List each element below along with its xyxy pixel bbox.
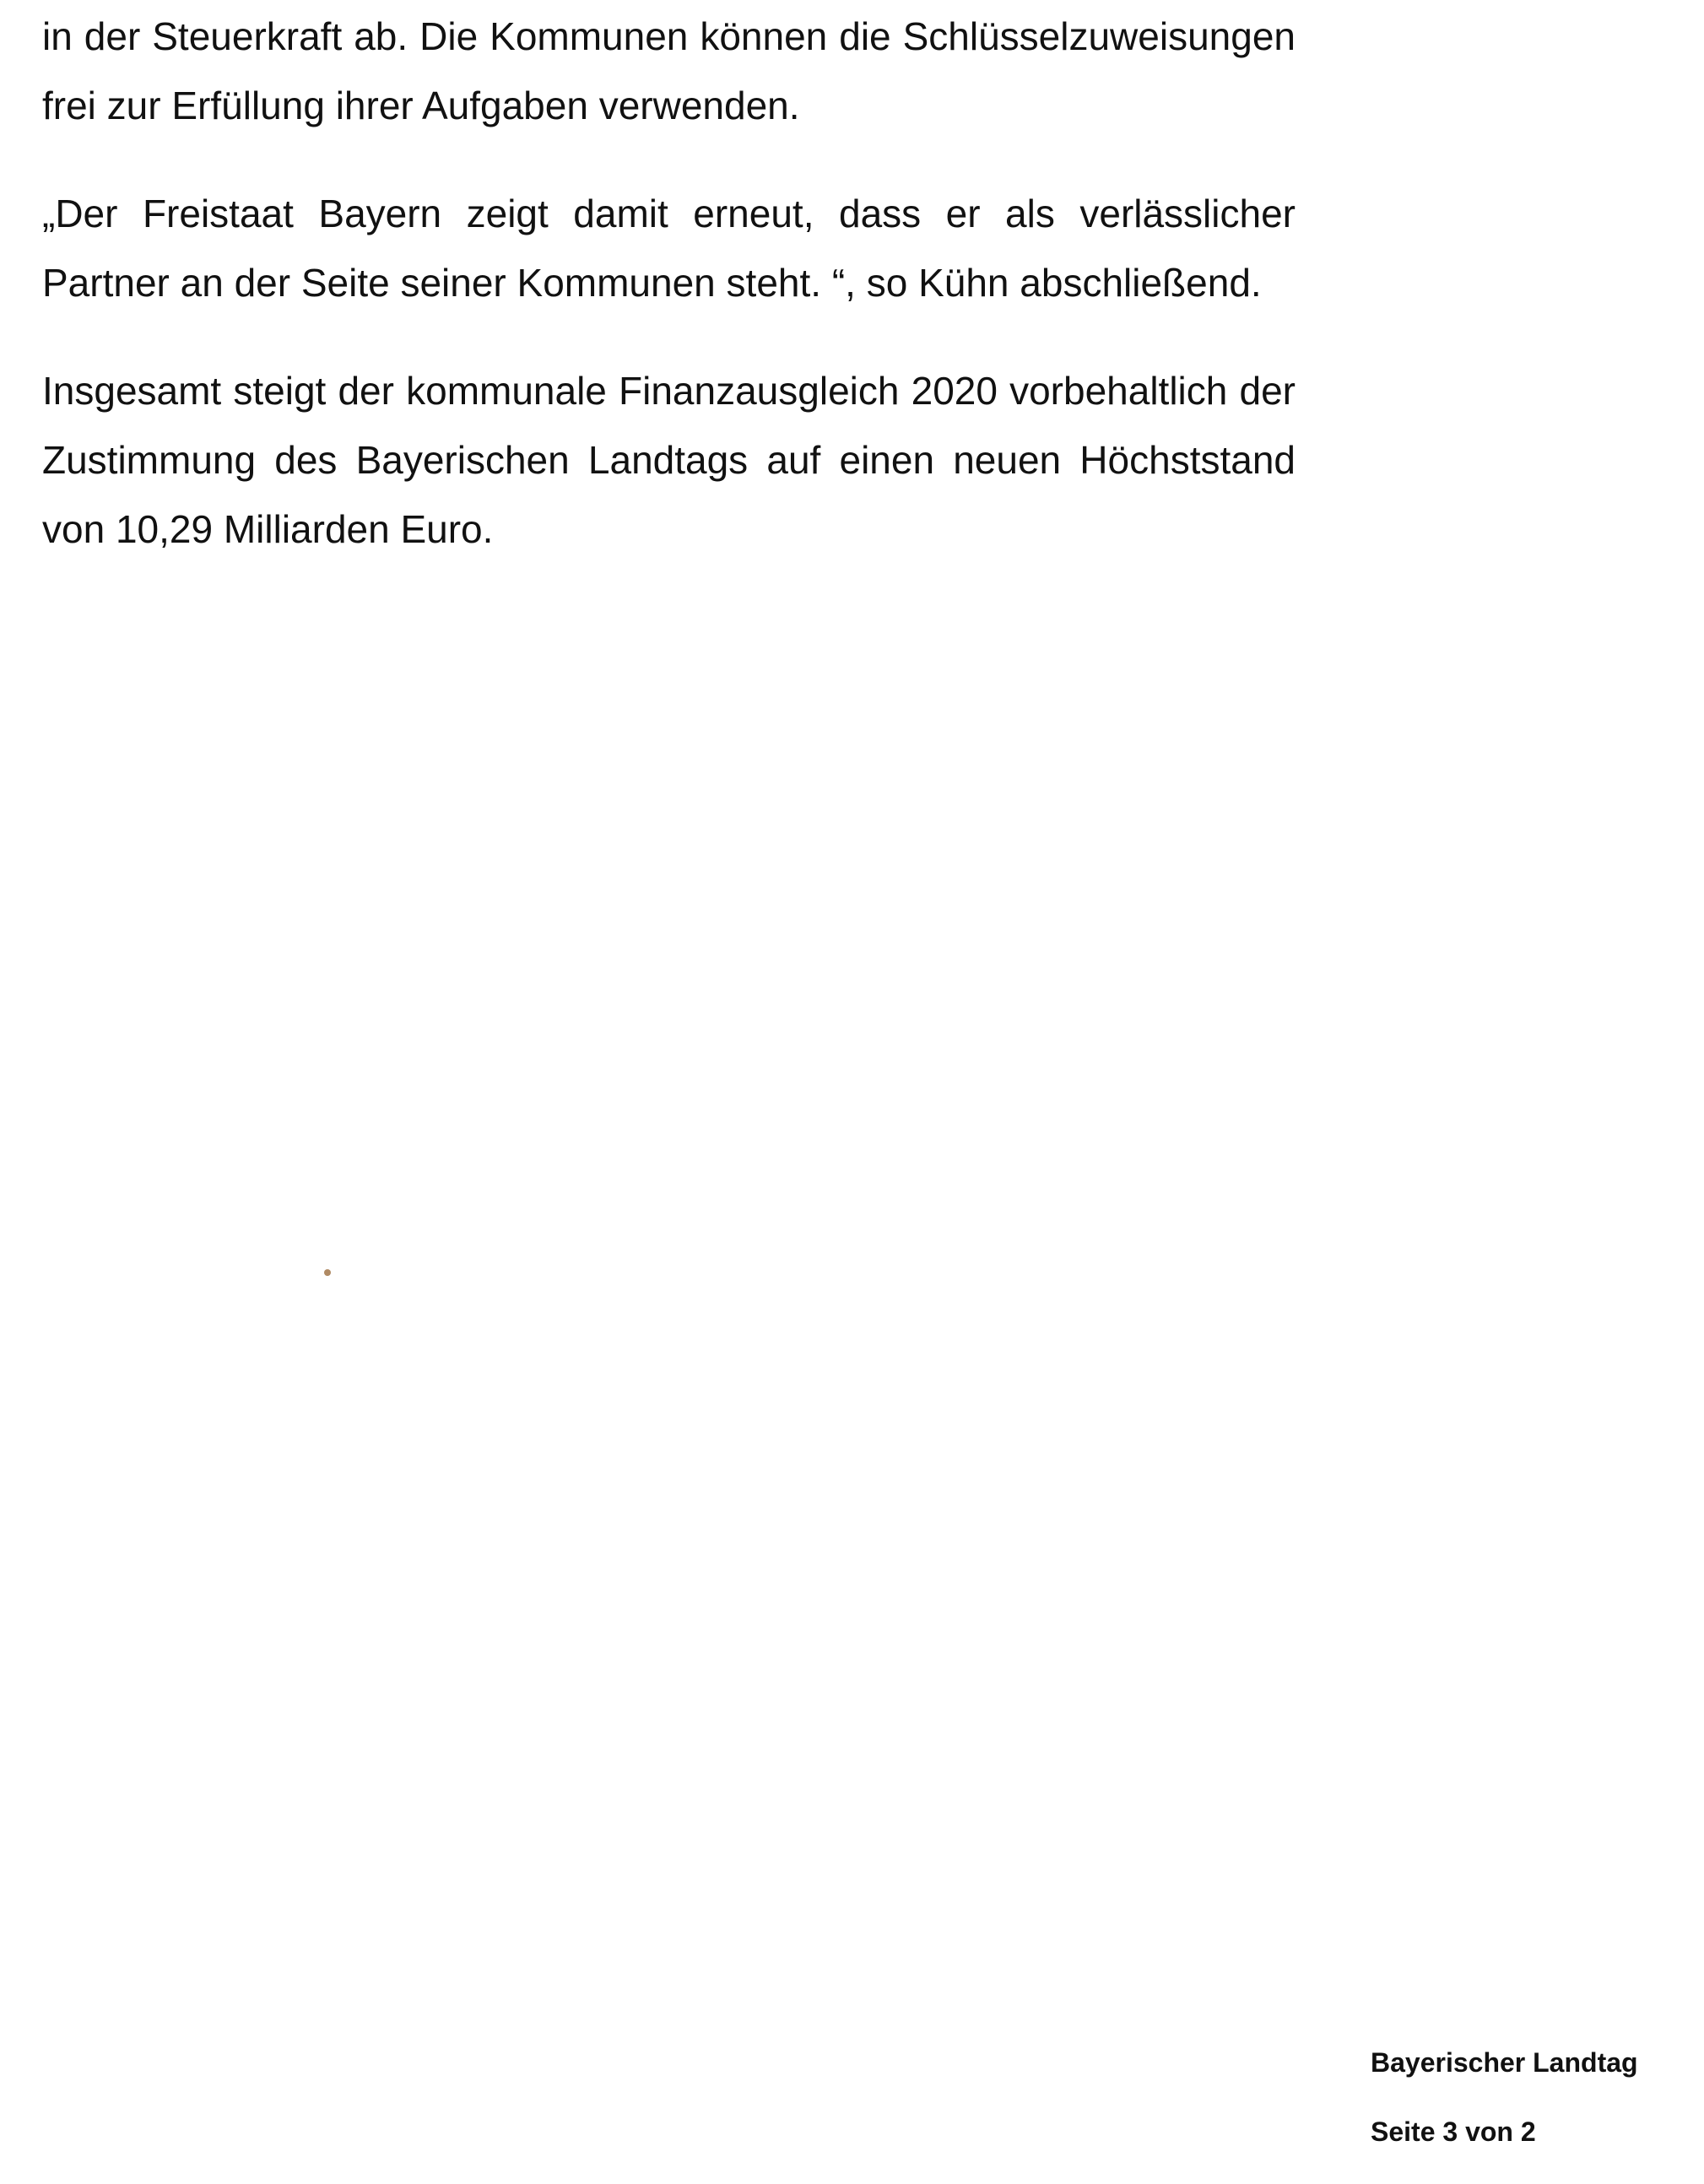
paragraph-3: Insgesamt steigt der kommunale Finanzausgleich 2020 vorbehaltlich der Zustimmung des Bayerischen Landtags auf einen neuen Höchststand von 10,29 Milliarden Euro. bbox=[42, 369, 1296, 551]
page-footer bbox=[1371, 2046, 1638, 2184]
paragraph-2: „Der Freistaat Bayern zeigt damit erneut, dass er als verlässlicher Partner an der Seite seiner Kommunen steht. “, so Kühn abschließend. bbox=[42, 192, 1296, 305]
footer-page-number: Seite 3 von 2 bbox=[1371, 2116, 1536, 2147]
footer-organization: Bayerischer Landtag bbox=[1371, 2047, 1638, 2078]
stray-dot-mark bbox=[324, 1269, 331, 1276]
body-text bbox=[42, 0, 1296, 603]
paragraph-1: in der Steuerkraft ab. Die Kommunen können die Schlüsselzuweisungen frei zur Erfüllung ihrer Aufgaben verwenden. bbox=[42, 14, 1296, 127]
